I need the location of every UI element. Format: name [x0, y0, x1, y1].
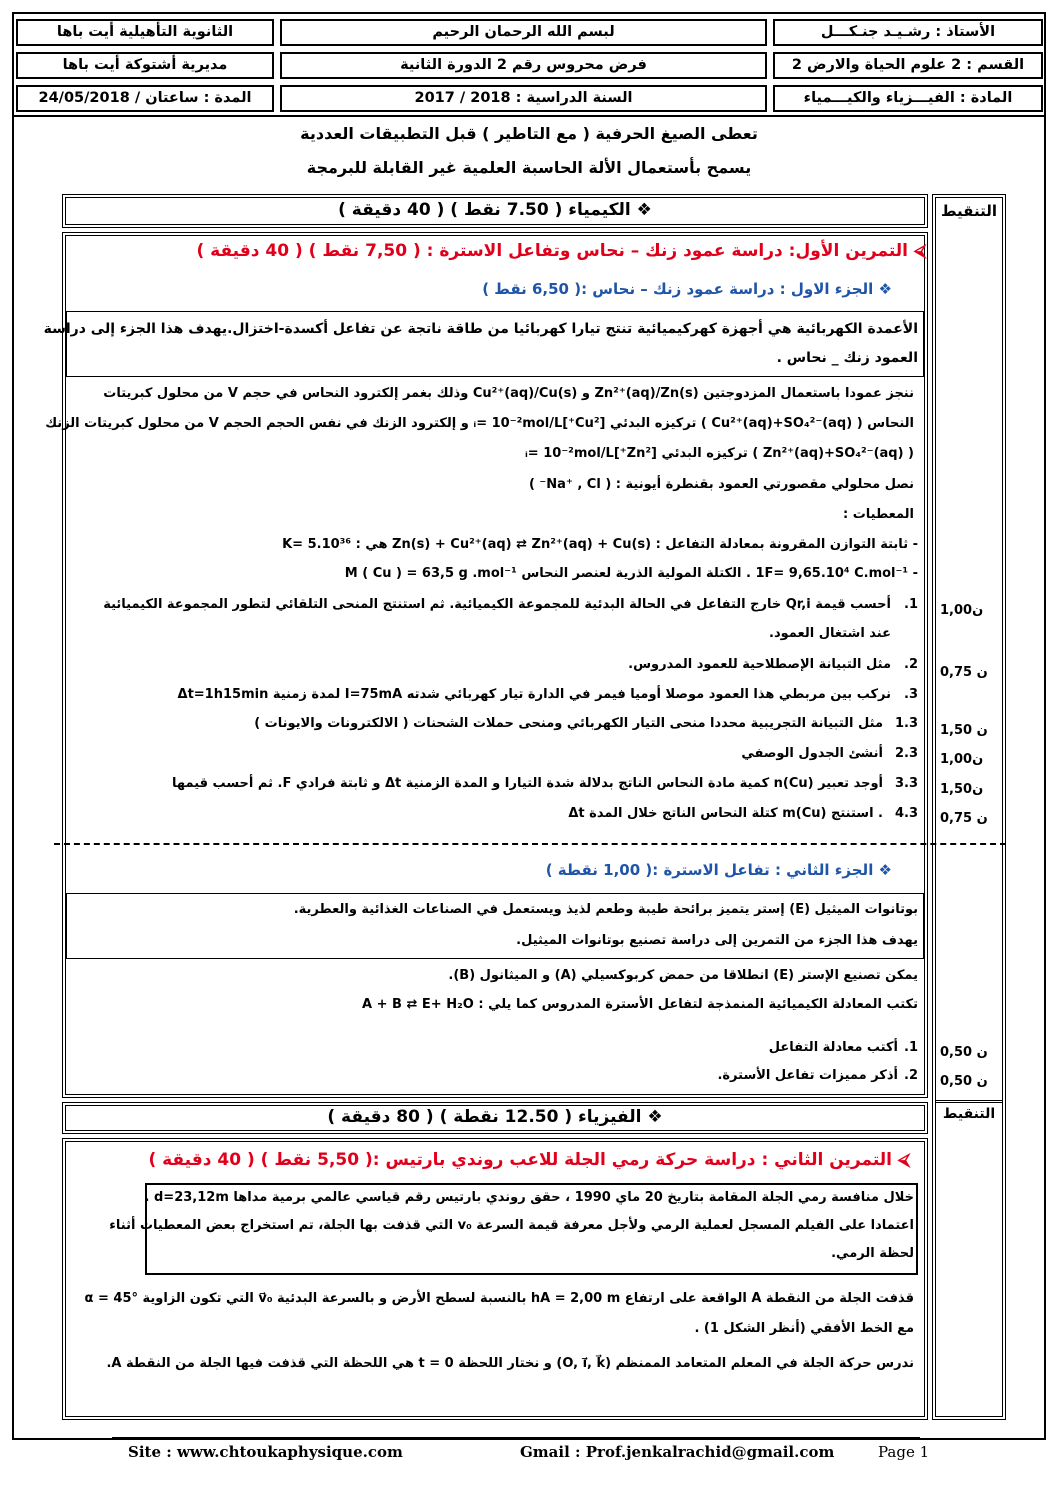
exam-title: فرض محروس رقم 2 الدورة الثانية: [280, 52, 767, 79]
part2-setup-2: تكتب المعادلة الكيميائية المنمذجة لتفاعل الأسترة المدروس كما يلي : A + B ⇄ E+ H₂O: [362, 997, 918, 1012]
question-3-1-number: 1.3: [894, 716, 918, 731]
physics-content-box: [62, 1138, 928, 1420]
part2-question-1-points: 0,50 ن: [940, 1045, 988, 1060]
question-2-text: مثل التبيانة الإصطلاحية للعمود المدروس.: [628, 657, 891, 672]
question-3-3-points: 1,50ن: [940, 782, 984, 797]
part1-title: ❖ الجزء الاول : دراسة عمود زنك – نحاس :( 6,50 نقط ): [482, 280, 892, 298]
question-1-text: أحسب قيمة Qr,i خارج التفاعل في الحالة البدئية للمجموعة الكيميائية. ثم استنتج المنحى التلقائي لتطور المجموعة الكيميائية: [103, 597, 891, 612]
question-3-2-number: 2.3: [894, 746, 918, 761]
question-2-points: 0,75 ن: [940, 665, 988, 680]
school-year: السنة الدراسية : 2018 / 2017: [280, 85, 767, 112]
physics-title: ❖ الفيزياء ( 12.50 نقطة ) ( 80 دقيقة ): [327, 1107, 663, 1127]
school-name: الثانوية التأهيلية أيت باها: [16, 19, 274, 46]
physics-intro-1: خلال منافسة رمي الجلة المقامة بتاريخ 20 ماي 1990 ، حقق روندي بارتيس رقم قياسي عالمي برمية مداها d=23,12m .: [144, 1190, 914, 1205]
setup-line-2: النحاس ( Cu²⁺(aq)+SO₄²⁻(aq) ) تركيزه البدئي [Cu²⁺]ᵢ= 10⁻²mol/L و إلكترود الزنك في نفس الحجم الحجم V من محلول كبريتات الزنك: [45, 416, 914, 431]
question-1-points: 1,00ن: [940, 603, 984, 618]
intro-line-2: العمود زنك _ نحاس .: [776, 350, 918, 366]
footer-page-number: Page 1: [878, 1443, 930, 1461]
data-item-2: - 1F= 9,65.10⁴ C.mol⁻¹ . الكتلة المولية الذرية لعنصر النحاس M ( Cu ) = 63,5 g .mol⁻¹: [344, 566, 918, 581]
basmala: لبسم الله الرحمان الرحيم: [280, 19, 767, 46]
physics-intro-3: لحظة الرمي.: [831, 1246, 914, 1261]
grading-column: [932, 194, 1006, 1420]
part2-question-2-number: 2.: [904, 1068, 918, 1083]
question-3-number: 3.: [904, 687, 918, 702]
part2-question-2-points: 0,50 ن: [940, 1074, 988, 1089]
question-3-4-text: . استنتج m(Cu) كتلة النحاس الناتج خلال المدة Δt: [568, 806, 883, 821]
question-3-2-text: أنشئ الجدول الوصفي: [741, 746, 883, 761]
header-divider: [14, 115, 1044, 117]
question-3-1-points: 1,50 ن: [940, 723, 988, 738]
question-3-text: نركب بين مربطي هذا العمود موصلا أوميا فيمر في الدارة تيار كهربائي شدته I=75mA لمدة زمنية Δt=1h15min: [177, 687, 891, 702]
question-3-4-number: 4.3: [894, 806, 918, 821]
exercise1-title: ⮘ التمرين الأول: دراسة عمود زنك – نحاس وتفاعل الاسترة : ( 7,50 نقط ) ( 40 دقيقة ): [196, 241, 926, 261]
setup-line-1: ننجز عمودا باستعمال المزدوجتين Zn²⁺(aq)/Zn(s) و Cu²⁺(aq)/Cu(s) وذلك بغمر إلكترود النحاس في حجم V من محلول كبريتات: [103, 386, 914, 401]
setup-line-3: ( Zn²⁺(aq)+SO₄²⁻(aq) ) تركيزه البدئي [Zn²⁺]ᵢ= 10⁻²mol/L: [524, 446, 914, 461]
physics-setup-3: ندرس حركة الجلة في المعلم المتعامد الممنظم (O, i⃗, k⃗) و نختار اللحظة t = 0 هي اللحظة التي قذفت فيها الجلة من النقطة A.: [106, 1356, 914, 1371]
footer-gmail: Gmail : Prof.jenkalrachid@gmail.com: [520, 1443, 835, 1461]
subject: المادة : الفيـــزياء والكيـــمياء: [773, 85, 1043, 112]
question-1-continuation: عند اشتغال العمود.: [769, 626, 891, 641]
part2-intro-2: يهدف هذا الجزء من التمرين إلى دراسة تصنيع بوتانوات الميثيل.: [516, 933, 918, 948]
chemistry-title: ❖ الكيمياء ( 7.50 نقط ) ( 40 دقيقة ): [338, 200, 652, 220]
question-3-2-points: 1,00ن: [940, 752, 984, 767]
exercise2-title: ⮘ التمرين الثاني : دراسة حركة رمي الجلة للاعب روندي بارتيس :( 5,50 نقط ) ( 40 دقيقة ): [148, 1150, 910, 1170]
question-1-number: 1.: [904, 597, 918, 612]
question-2-number: 2.: [904, 657, 918, 672]
part2-title: ❖ الجزء الثاني : تفاعل الاسترة :( 1,00 نقطة ): [545, 861, 892, 879]
question-3-4-points: 0,75 ن: [940, 811, 988, 826]
question-3-1-text: مثل التبيانة التجريبية محددا منحى التيار الكهربائي ومنحى حملات الشحنات ( الالكترونات والايونات ): [254, 716, 883, 731]
grading-label-chemistry: التنقيط: [940, 202, 997, 220]
part2-question-1-text: أكتب معادلة التفاعل: [768, 1040, 898, 1055]
part2-question-2-text: أذكر مميزات تفاعل الأسترة.: [717, 1068, 898, 1083]
teacher-name: الأستاذ : رشـيـد جنـكـــل: [773, 19, 1043, 46]
instruction-1: تعطى الصيغ الحرفية ( مع التاطير ) قبل التطبيقات العددية: [300, 124, 758, 143]
physics-intro-2: اعتمادا على الفيلم المسجل لعملية الرمي ولأجل معرفة قيمة السرعة v₀ التي قذفت بها الجلة، تم استخراج بعض المعطيات أثناء: [109, 1218, 914, 1233]
part2-setup-1: يمكن تصنيع الإستر (E) انطلاقا من حمض كربوكسيلي (A) و الميثانول (B).: [448, 968, 918, 983]
duration-date: المدة : ساعتان / 24/05/2018: [16, 85, 274, 112]
grading-divider: [936, 1100, 1002, 1103]
physics-setup-1: قذفت الجلة من النقطة A الواقعة على ارتفاع hA = 2,00 m بالنسبة لسطح الأرض و بالسرعة البدئية v⃗₀ التي تكون الزاوية α = 45°: [84, 1291, 914, 1306]
question-3-3-text: أوجد تعبير n(Cu) كمية مادة النحاس الناتج بدلالة شدة التيارI و المدة الزمنية Δt و ثابتة فرادي F. ثم أحسب قيمها: [172, 776, 883, 791]
footer-rule: [112, 1437, 920, 1439]
setup-line-4: نصل محلولي مقصورتي العمود بقنطرة أيونية : ( Na⁺ , Cl⁻ ): [528, 477, 914, 492]
instruction-2: يسمح بأستعمال الألة الحاسبة العلمية غير القابلة للبرمجة: [306, 158, 752, 177]
part2-intro-1: بوتانوات الميثيل (E) إستر يتميز برائحة طيبة وطعم لذيذ ويستعمل في الصناعات الغذائية والعطرية.: [293, 902, 918, 917]
intro-line-1: الأعمدة الكهربائية هي أجهزة كهركيميائية تنتج تيارا كهربائيا من طاقة ناتجة عن تفاعل أكسدة-اختزال.يهدف هذا الجزء إلى دراسة: [43, 321, 918, 337]
directorate: مديرية أشتوكة أيت باها: [16, 52, 274, 79]
physics-setup-2: مع الخط الأفقي (أنظر الشكل 1) .: [694, 1321, 914, 1336]
question-3-3-number: 3.3: [894, 776, 918, 791]
part2-question-1-number: 1.: [904, 1040, 918, 1055]
part-separator: [54, 843, 1006, 845]
data-item-1: - ثابتة التوازن المقرونة بمعادلة التفاعل : Zn(s) + Cu²⁺(aq) ⇄ Zn²⁺(aq) + Cu(s) هي : K= 5.10³⁶: [282, 537, 918, 552]
class-section: القسم : 2 علوم الحياة والارض 2: [773, 52, 1043, 79]
data-heading: المعطيات :: [842, 507, 914, 522]
grading-label-physics: التنقيط: [942, 1106, 996, 1122]
footer-site: Site : www.chtoukaphysique.com: [128, 1443, 403, 1461]
